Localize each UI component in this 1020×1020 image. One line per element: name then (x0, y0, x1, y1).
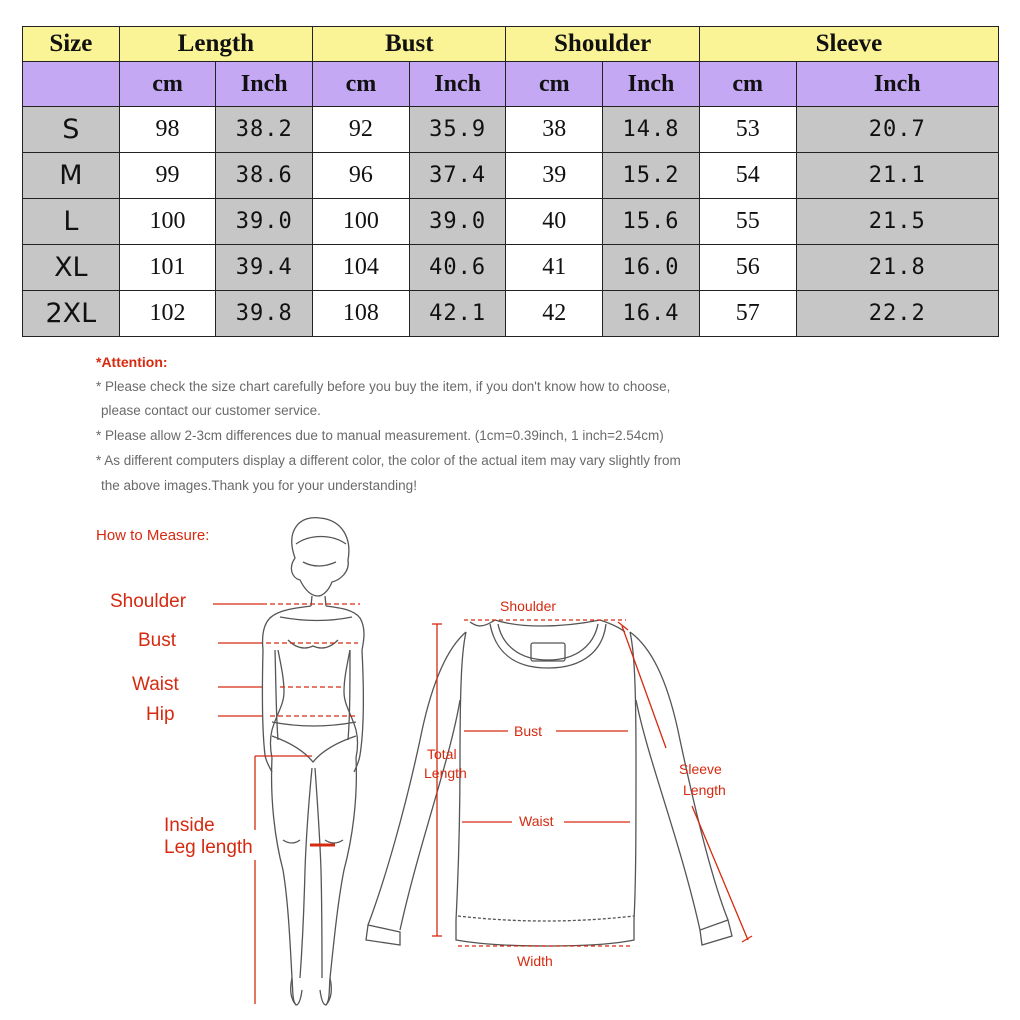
value-cell: 15.6 (603, 199, 700, 245)
note-line: please contact our customer service. (101, 403, 321, 419)
table-row (23, 153, 999, 199)
value-cell: 40 (506, 199, 603, 245)
shirt-total-length-label-2: Length (424, 765, 467, 781)
value-cell: 22.2 (796, 291, 998, 337)
value-cell: 37.4 (409, 153, 506, 199)
size-label: S (23, 107, 120, 153)
value-cell: 38.2 (216, 107, 313, 153)
unit-cell: cm (313, 62, 410, 107)
table-row (23, 199, 999, 245)
value-cell: 15.2 (603, 153, 700, 199)
shirt-total-length-label-1: Total (427, 746, 457, 762)
attention-notes (96, 350, 876, 498)
value-cell: 42.1 (409, 291, 506, 337)
value-cell: 21.1 (796, 153, 998, 199)
shirt-icon (366, 620, 732, 946)
value-cell: 39.0 (409, 199, 506, 245)
value-cell: 104 (313, 245, 410, 291)
note-line: * As different computers display a different color, the color of the actual item may vary slightly from (96, 452, 681, 468)
value-cell: 14.8 (603, 107, 700, 153)
size-label: 2XL (23, 291, 120, 337)
value-cell: 21.5 (796, 199, 998, 245)
value-cell: 96 (313, 153, 410, 199)
attention-heading: *Attention: (96, 354, 168, 370)
value-cell: 100 (119, 199, 216, 245)
table-row (23, 291, 999, 337)
value-cell: 54 (699, 153, 796, 199)
value-cell: 38.6 (216, 153, 313, 199)
body-shoulder-label: Shoulder (110, 591, 187, 612)
body-hip-label: Hip (146, 704, 175, 725)
how-to-measure-diagram (0, 500, 1020, 1020)
unit-cell: cm (506, 62, 603, 107)
size-label: XL (23, 245, 120, 291)
measure-illustration (0, 500, 1020, 1020)
shirt-sleeve-length-label-2: Length (683, 782, 726, 798)
unit-cell: cm (699, 62, 796, 107)
how-to-measure-title: How to Measure: (96, 527, 210, 544)
unit-cell: Inch (216, 62, 313, 107)
value-cell: 41 (506, 245, 603, 291)
value-cell: 16.0 (603, 245, 700, 291)
unit-cell: cm (119, 62, 216, 107)
value-cell: 21.8 (796, 245, 998, 291)
note-line: the above images.Thank you for your understanding! (101, 477, 417, 493)
value-cell: 40.6 (409, 245, 506, 291)
table-row (23, 107, 999, 153)
header-sleeve: Sleeve (699, 27, 998, 62)
header-size: Size (23, 27, 120, 62)
unit-cell: Inch (409, 62, 506, 107)
shirt-bust-label: Bust (514, 723, 543, 739)
body-figure-icon (262, 518, 364, 1005)
unit-cell: Inch (796, 62, 998, 107)
body-waist-label: Waist (132, 674, 179, 695)
size-label: L (23, 199, 120, 245)
size-chart-table (22, 26, 999, 337)
value-cell: 20.7 (796, 107, 998, 153)
value-cell: 42 (506, 291, 603, 337)
value-cell: 102 (119, 291, 216, 337)
value-cell: 55 (699, 199, 796, 245)
body-bust-label: Bust (138, 630, 177, 651)
header-shoulder: Shoulder (506, 27, 699, 62)
value-cell: 100 (313, 199, 410, 245)
shirt-shoulder-label: Shoulder (500, 598, 557, 614)
value-cell: 39.4 (216, 245, 313, 291)
body-inside-leg-label-1: Inside (164, 815, 215, 836)
unit-cell: Inch (603, 62, 700, 107)
value-cell: 53 (699, 107, 796, 153)
value-cell: 39.8 (216, 291, 313, 337)
table-units-row (23, 62, 999, 107)
note-line: * Please check the size chart carefully before you buy the item, if you don't know how to choose, (96, 378, 671, 394)
value-cell: 99 (119, 153, 216, 199)
units-blank (23, 62, 120, 107)
header-bust: Bust (313, 27, 506, 62)
size-label: M (23, 153, 120, 199)
value-cell: 56 (699, 245, 796, 291)
body-measure-lines (213, 604, 360, 1004)
value-cell: 108 (313, 291, 410, 337)
header-length: Length (119, 27, 312, 62)
value-cell: 16.4 (603, 291, 700, 337)
value-cell: 39 (506, 153, 603, 199)
value-cell: 92 (313, 107, 410, 153)
value-cell: 39.0 (216, 199, 313, 245)
shirt-sleeve-length-label-1: Sleeve (679, 761, 722, 777)
value-cell: 57 (699, 291, 796, 337)
table-header-row (23, 27, 999, 62)
value-cell: 35.9 (409, 107, 506, 153)
value-cell: 98 (119, 107, 216, 153)
shirt-waist-label: Waist (519, 813, 554, 829)
shirt-width-label: Width (517, 953, 553, 969)
value-cell: 101 (119, 245, 216, 291)
body-inside-leg-label-2: Leg length (164, 837, 253, 858)
note-line: * Please allow 2-3cm differences due to manual measurement. (1cm=0.39inch, 1 inch=2.54cm) (96, 428, 664, 444)
value-cell: 38 (506, 107, 603, 153)
table-row (23, 245, 999, 291)
